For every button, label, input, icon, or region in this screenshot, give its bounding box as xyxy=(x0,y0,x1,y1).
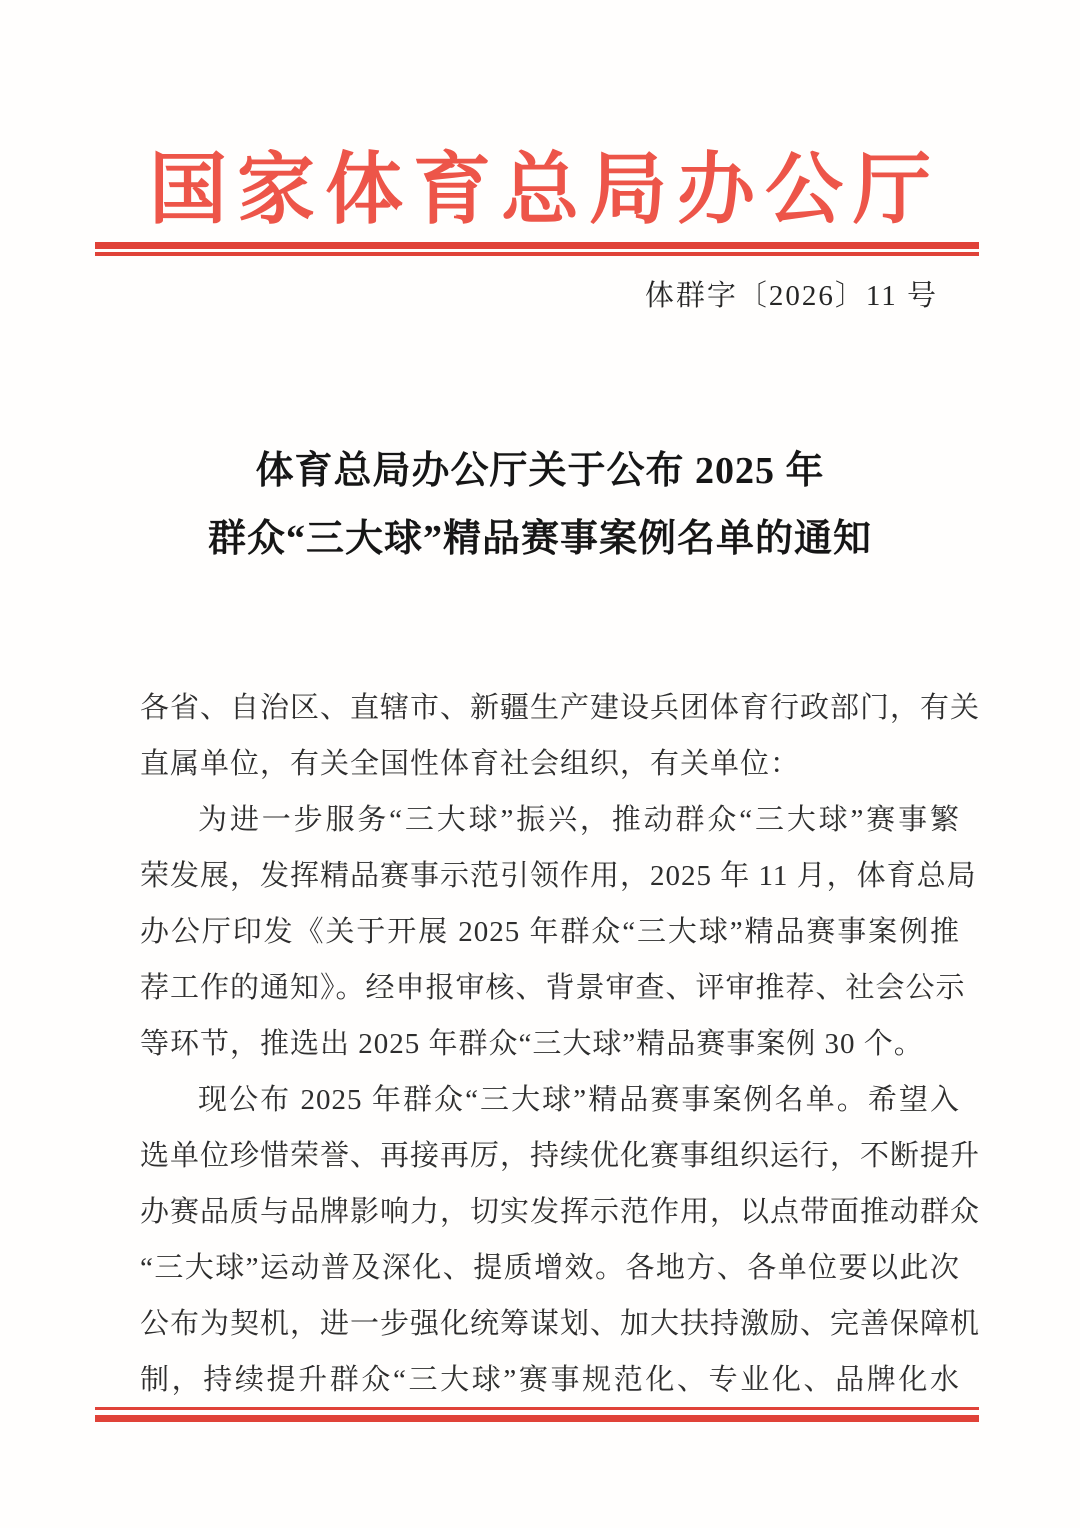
agency-name: 国家体育总局办公厅 xyxy=(148,146,941,233)
body-line: 公布为契机，进一步强化统筹谋划、加大扶持激励、完善保障机 xyxy=(140,1308,981,1340)
body-line: 办公厅印发《关于开展 2025 年群众“三大球”精品赛事案例推 xyxy=(140,916,960,948)
document-title-line1: 体育总局办公厅关于公布 2025 年 xyxy=(255,450,825,492)
body-line: 选单位珍惜荣誉、再接再厉，持续优化赛事组织运行，不断提升 xyxy=(140,1140,981,1172)
document-title xyxy=(0,437,1080,573)
body-text xyxy=(140,680,981,1408)
header-rule xyxy=(95,242,979,256)
body-line: 等环节，推选出 2025 年群众“三大球”精品赛事案例 30 个。 xyxy=(140,1028,924,1060)
body-line: 直属单位，有关全国性体育社会组织，有关单位： xyxy=(140,748,801,780)
body-line: 现公布 2025 年群众“三大球”精品赛事案例名单。希望入 xyxy=(198,1084,960,1116)
document-title-line2: 群众“三大球”精品赛事案例名单的通知 xyxy=(207,518,872,560)
footer-rule-thick xyxy=(95,1415,979,1422)
doc-number: 体群字〔2026〕11 号 xyxy=(644,280,938,312)
body-line: “三大球”运动普及深化、提质增效。各地方、各单位要以此次 xyxy=(140,1252,960,1284)
footer-rule xyxy=(95,1407,979,1422)
body-line: 办赛品质与品牌影响力，切实发挥示范作用，以点带面推动群众 xyxy=(140,1196,981,1228)
body-line: 制，持续提升群众“三大球”赛事规范化、专业化、品牌化水 xyxy=(140,1364,960,1396)
header-rule-thin xyxy=(95,252,979,256)
body-line: 为进一步服务“三大球”振兴，推动群众“三大球”赛事繁 xyxy=(198,804,960,836)
body-line: 荐工作的通知》。经申报审核、背景审查、评审推荐、社会公示 xyxy=(140,972,966,1004)
body-line: 各省、自治区、直辖市、新疆生产建设兵团体育行政部门，有关 xyxy=(140,692,981,724)
header-rule-thick xyxy=(95,242,979,249)
body-line: 荣发展，发挥精品赛事示范引领作用，2025 年 11 月，体育总局 xyxy=(140,860,977,892)
